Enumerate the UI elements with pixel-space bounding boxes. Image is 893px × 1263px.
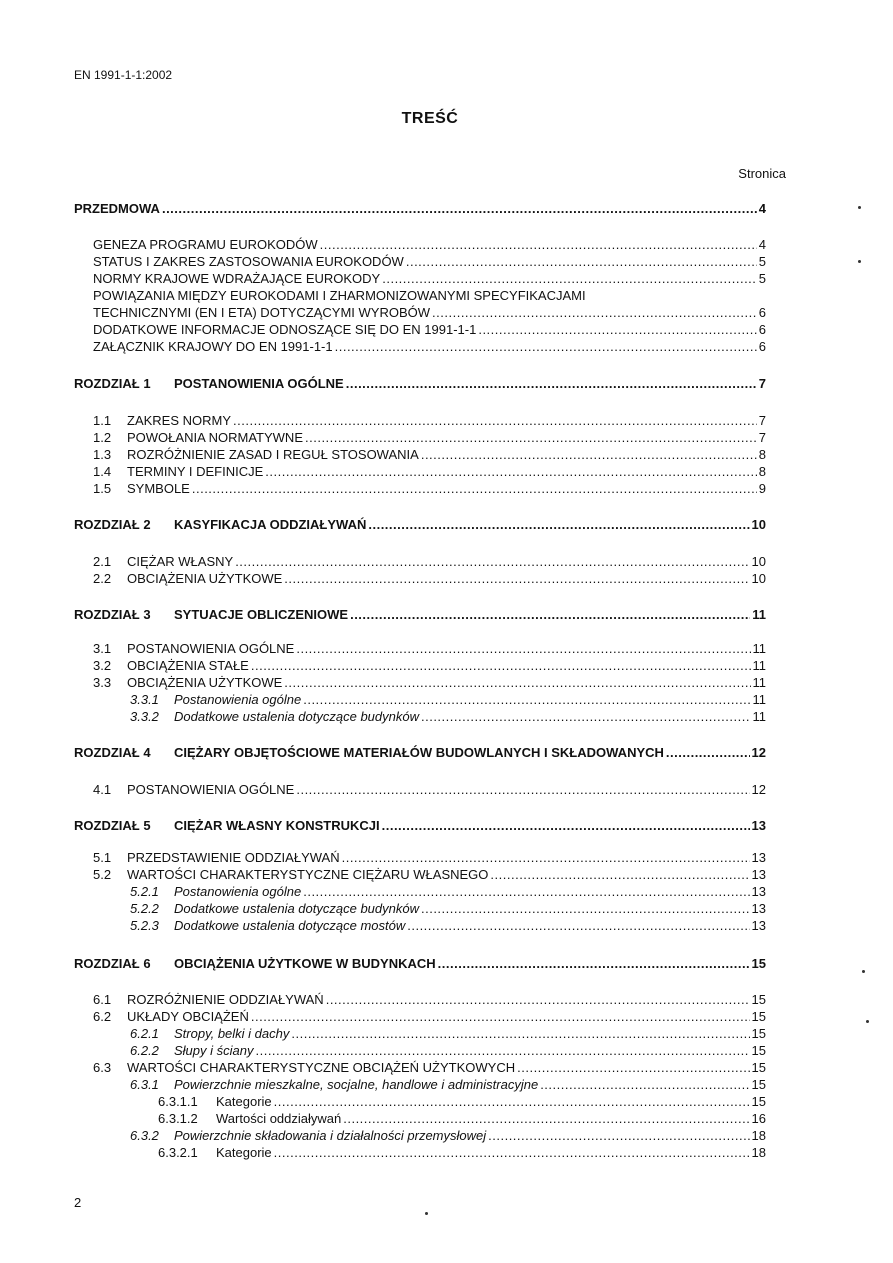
toc-entry	[93, 1060, 766, 1076]
dot-leader	[432, 305, 757, 321]
toc-entry	[74, 818, 766, 834]
toc-entry-number: 1.5	[93, 481, 112, 496]
toc-entry-title: Stropy, belki i dachy	[174, 1026, 290, 1041]
toc-entry-page: 10	[751, 517, 766, 532]
toc-entry	[93, 413, 766, 429]
toc-entry-page: 15	[751, 956, 766, 971]
toc-entry-page: 15	[751, 1077, 766, 1092]
dot-leader	[350, 607, 750, 623]
toc-entry-page: 13	[751, 918, 766, 933]
toc-entry-title: Kategorie	[216, 1094, 272, 1109]
toc-entry	[130, 1026, 766, 1042]
toc-entry	[74, 201, 766, 217]
toc-entry-page: 6	[758, 339, 766, 354]
toc-entry	[93, 782, 766, 798]
toc-entry-number: 5.2.3	[130, 918, 159, 933]
toc-entry	[130, 1077, 766, 1093]
dot-leader	[255, 1043, 749, 1059]
toc-entry-title: Kategorie	[216, 1145, 272, 1160]
toc-entry-page: 7	[758, 413, 766, 428]
dot-leader	[490, 867, 749, 883]
toc-entry-number: 3.3.1	[130, 692, 159, 707]
dot-leader	[251, 1009, 750, 1025]
toc-entry-number: 3.3	[93, 675, 112, 690]
document-id: EN 1991-1-1:2002	[74, 68, 173, 82]
toc-entry-number: 6.3.1	[130, 1077, 159, 1092]
dot-leader	[235, 554, 749, 570]
dot-leader	[296, 641, 750, 657]
toc-entry-number: 1.4	[93, 464, 112, 479]
toc-entry-title: DODATKOWE INFORMACJE ODNOSZĄCE SIĘ DO EN 1991-1-1	[93, 322, 477, 337]
toc-entry-page: 15	[751, 1009, 766, 1024]
dot-leader	[274, 1094, 750, 1110]
toc-entry-number: 1.2	[93, 430, 112, 445]
dot-leader	[343, 1111, 749, 1127]
toc-entry	[93, 254, 766, 270]
toc-entry	[93, 464, 766, 480]
dot-leader	[320, 237, 757, 253]
toc-entry	[93, 554, 766, 570]
dot-leader	[305, 430, 757, 446]
page-column-label: Stronica	[738, 166, 786, 181]
dot-leader	[421, 901, 750, 917]
dot-leader	[303, 692, 750, 708]
dot-leader	[265, 464, 756, 480]
toc-entry-title: STATUS I ZAKRES ZASTOSOWANIA EUROKODÓW	[93, 254, 404, 269]
scan-speck	[425, 1212, 428, 1215]
toc-entry-title: OBCIĄŻENIA STAŁE	[127, 658, 249, 673]
toc-entry-title: CIĘŻAR WŁASNY KONSTRUKCJI	[174, 818, 380, 833]
toc-entry-title: Dodatkowe ustalenia dotyczące budynków	[174, 709, 419, 724]
dot-leader	[296, 782, 749, 798]
toc-entry	[74, 956, 766, 972]
dot-leader	[335, 339, 757, 355]
toc-entry	[93, 641, 766, 657]
toc-entry-number: 6.2	[93, 1009, 112, 1024]
dot-leader	[233, 413, 757, 429]
toc-entry-title: POSTANOWIENIA OGÓLNE	[127, 641, 295, 656]
toc-entry-page: 13	[751, 850, 766, 865]
toc-entry-title: SYTUACJE OBLICZENIOWE	[174, 607, 349, 622]
dot-leader	[421, 709, 751, 725]
page-number: 2	[74, 1195, 82, 1210]
toc-entry-page: 7	[758, 376, 766, 391]
toc-entry-title: NORMY KRAJOWE WDRAŻAJĄCE EUROKODY	[93, 271, 381, 286]
toc-entry-number: 1.3	[93, 447, 112, 462]
toc-entry-title: Postanowienia ogólne	[174, 884, 302, 899]
toc-entry	[130, 1043, 766, 1059]
scan-speck	[858, 206, 861, 209]
dot-leader	[368, 517, 749, 533]
toc-entry-title: OBCIĄŻENIA UŻYTKOWE	[127, 675, 283, 690]
toc-entry-number: ROZDZIAŁ 3	[74, 607, 151, 622]
toc-entry-title: Słupy i ściany	[174, 1043, 254, 1058]
dot-leader	[407, 918, 749, 934]
scan-speck	[858, 260, 861, 263]
toc-entry-page: 12	[751, 782, 766, 797]
toc-entry	[93, 675, 766, 691]
dot-leader	[284, 571, 749, 587]
toc-entry-title: OBCIĄŻENIA UŻYTKOWE	[127, 571, 283, 586]
toc-entry-title: TECHNICZNYMI (EN I ETA) DOTYCZĄCYMI WYROBÓW	[93, 305, 431, 320]
toc-entry	[93, 992, 766, 1008]
toc-entry	[93, 1009, 766, 1025]
toc-entry-title: Dodatkowe ustalenia dotyczące mostów	[174, 918, 406, 933]
toc-entry-number: 1.1	[93, 413, 112, 428]
dot-leader	[192, 481, 757, 497]
toc-entry-title: WARTOŚCI CHARAKTERYSTYCZNE OBCIĄŻEŃ UŻYTKOWYCH	[127, 1060, 516, 1075]
toc-entry	[93, 271, 766, 287]
dot-leader	[488, 1128, 749, 1144]
toc-entry	[74, 517, 766, 533]
toc-entry-title: PRZEDMOWA	[74, 201, 160, 216]
toc-entry-title: POWOŁANIA NORMATYWNE	[127, 430, 303, 445]
toc-entry-page: 8	[758, 464, 766, 479]
toc-entry-title: Dodatkowe ustalenia dotyczące budynków	[174, 901, 419, 916]
dot-leader	[382, 271, 757, 287]
toc-entry	[130, 901, 766, 917]
dot-leader	[382, 818, 750, 834]
toc-entry-title: CIĘŻAR WŁASNY	[127, 554, 234, 569]
toc-entry-number: 6.3.1.2	[158, 1111, 198, 1126]
toc-entry-title: KASYFIKACJA ODDZIAŁYWAŃ	[174, 517, 367, 532]
toc-entry-title: Postanowienia ogólne	[174, 692, 302, 707]
toc-entry-page: 15	[751, 1026, 766, 1041]
toc-entry-title: GENEZA PROGRAMU EUROKODÓW	[93, 237, 318, 252]
page-title: TREŚĆ	[401, 110, 459, 127]
toc-entry-page: 11	[752, 675, 766, 690]
toc-entry-number: 6.1	[93, 992, 112, 1007]
toc-entry-page: 13	[751, 867, 766, 882]
toc-entry-title: ZAŁĄCZNIK KRAJOWY DO EN 1991-1-1	[93, 339, 333, 354]
toc-entry-page: 13	[751, 884, 766, 899]
toc-entry-number: 6.3.1.1	[158, 1094, 198, 1109]
toc-entry-page: 10	[751, 554, 766, 569]
dot-leader	[342, 850, 750, 866]
toc-entry-page: 5	[758, 271, 766, 286]
toc-entry-page: 13	[751, 818, 766, 833]
toc-entry-title: CIĘŻARY OBJĘTOŚCIOWE MATERIAŁÓW BUDOWLANYCH I SKŁADOWANYCH	[174, 745, 664, 760]
toc-entry-number: 4.1	[93, 782, 112, 797]
toc-entry-page: 4	[758, 201, 766, 216]
toc-entry-title: PRZEDSTAWIENIE ODDZIAŁYWAŃ	[127, 850, 340, 865]
toc-entry-page: 15	[751, 992, 766, 1007]
toc-entry-page: 18	[751, 1145, 766, 1160]
dot-leader	[274, 1145, 750, 1161]
toc-entry	[93, 481, 766, 497]
toc-entry-page: 6	[758, 305, 766, 320]
toc-entry-title: Wartości oddziaływań	[216, 1111, 342, 1126]
dot-leader	[421, 447, 757, 463]
toc-entry	[93, 447, 766, 463]
toc-entry	[93, 237, 766, 253]
toc-entry-page: 11	[752, 641, 766, 656]
toc-entry	[130, 692, 766, 708]
toc-entry-title: Powierzchnie składowania i działalności przemysłowej	[174, 1128, 487, 1143]
dot-leader	[162, 201, 757, 217]
toc-entry	[130, 1128, 766, 1144]
toc-entry-number: ROZDZIAŁ 1	[74, 376, 151, 391]
dot-leader	[666, 745, 750, 761]
toc-entry-number: ROZDZIAŁ 2	[74, 517, 151, 532]
toc-entry-title: ROZRÓŻNIENIE ZASAD I REGUŁ STOSOWANIA	[127, 447, 419, 462]
toc-entry-page: 11	[752, 658, 766, 673]
scan-speck	[866, 1020, 869, 1023]
toc-entry-title: TERMINY I DEFINICJE	[127, 464, 264, 479]
toc-entry-page: 11	[752, 692, 766, 707]
toc-entry	[93, 850, 766, 866]
toc-entry-number: 3.2	[93, 658, 112, 673]
toc-entry	[93, 658, 766, 674]
dot-leader	[406, 254, 757, 270]
toc-entry	[130, 918, 766, 934]
toc-entry-number: ROZDZIAŁ 5	[74, 818, 151, 833]
toc-entry	[158, 1145, 766, 1161]
toc-entry-page: 15	[751, 1060, 766, 1075]
toc-entry-number: 6.3	[93, 1060, 112, 1075]
toc-entry-page: 10	[751, 571, 766, 586]
toc-entry-page: 15	[751, 1094, 766, 1109]
toc-entry-number: 2.1	[93, 554, 112, 569]
dot-leader	[478, 322, 756, 338]
scan-speck	[862, 970, 865, 973]
toc-entry	[93, 288, 766, 304]
toc-entry-number: 3.1	[93, 641, 112, 656]
toc-entry	[130, 884, 766, 900]
toc-entry	[74, 376, 766, 392]
toc-entry-page: 7	[758, 430, 766, 445]
toc-entry	[93, 571, 766, 587]
toc-entry	[158, 1111, 766, 1127]
toc-entry-title: WARTOŚCI CHARAKTERYSTYCZNE CIĘŻARU WŁASNEGO	[127, 867, 489, 882]
toc-entry-title: POWIĄZANIA MIĘDZY EUROKODAMI I ZHARMONIZOWANYMI SPECYFIKACJAMI	[93, 288, 586, 303]
toc-entry	[93, 867, 766, 883]
toc-entry	[93, 430, 766, 446]
toc-entry-page: 5	[758, 254, 766, 269]
toc-entry	[74, 745, 766, 761]
toc-entry	[158, 1094, 766, 1110]
toc-entry-number: 5.1	[93, 850, 112, 865]
toc-entry	[74, 607, 766, 623]
dot-leader	[326, 992, 750, 1008]
toc-entry-number: ROZDZIAŁ 4	[74, 745, 151, 760]
toc-entry-number: 5.2.1	[130, 884, 159, 899]
toc-entry-page: 6	[758, 322, 766, 337]
toc-entry-page: 16	[751, 1111, 766, 1126]
toc-entry-title: UKŁADY OBCIĄŻEŃ	[127, 1009, 249, 1024]
toc-entry-page: 11	[752, 709, 766, 724]
toc-entry-page: 15	[751, 1043, 766, 1058]
toc-entry	[93, 339, 766, 355]
toc-entry-page: 12	[751, 745, 766, 760]
toc-entry-title: SYMBOLE	[127, 481, 190, 496]
toc-entry-page: 13	[751, 901, 766, 916]
toc-entry-number: 6.3.2.1	[158, 1145, 198, 1160]
toc-entry-page: 8	[758, 447, 766, 462]
dot-leader	[438, 956, 750, 972]
toc-entry-title: POSTANOWIENIA OGÓLNE	[127, 782, 295, 797]
dot-leader	[284, 675, 750, 691]
toc-entry	[130, 709, 766, 725]
toc-entry-number: 3.3.2	[130, 709, 159, 724]
toc-entry-number: 6.2.1	[130, 1026, 159, 1041]
toc-entry-title: POSTANOWIENIA OGÓLNE	[174, 376, 344, 391]
toc-entry-page: 18	[751, 1128, 766, 1143]
toc-entry-title: OBCIĄŻENIA UŻYTKOWE W BUDYNKACH	[174, 956, 436, 971]
dot-leader	[346, 376, 757, 392]
toc-entry	[93, 322, 766, 338]
dot-leader	[291, 1026, 749, 1042]
toc-entry-number: 2.2	[93, 571, 112, 586]
dot-leader	[303, 884, 749, 900]
toc-entry-title: ZAKRES NORMY	[127, 413, 232, 428]
toc-entry-title: ROZRÓŻNIENIE ODDZIAŁYWAŃ	[127, 992, 324, 1007]
toc-entry	[93, 305, 766, 321]
toc-entry-page: 4	[758, 237, 766, 252]
toc-entry-number: ROZDZIAŁ 6	[74, 956, 151, 971]
toc-entry-number: 5.2.2	[130, 901, 159, 916]
dot-leader	[540, 1077, 749, 1093]
dot-leader	[517, 1060, 749, 1076]
toc-entry-title: Powierzchnie mieszkalne, socjalne, handlowe i administracyjne	[174, 1077, 539, 1092]
toc-entry-number: 6.2.2	[130, 1043, 159, 1058]
toc-entry-number: 6.3.2	[130, 1128, 159, 1143]
toc-entry-number: 5.2	[93, 867, 112, 882]
toc-entry-page: 11	[752, 607, 766, 622]
dot-leader	[251, 658, 751, 674]
toc-entry-page: 9	[758, 481, 766, 496]
